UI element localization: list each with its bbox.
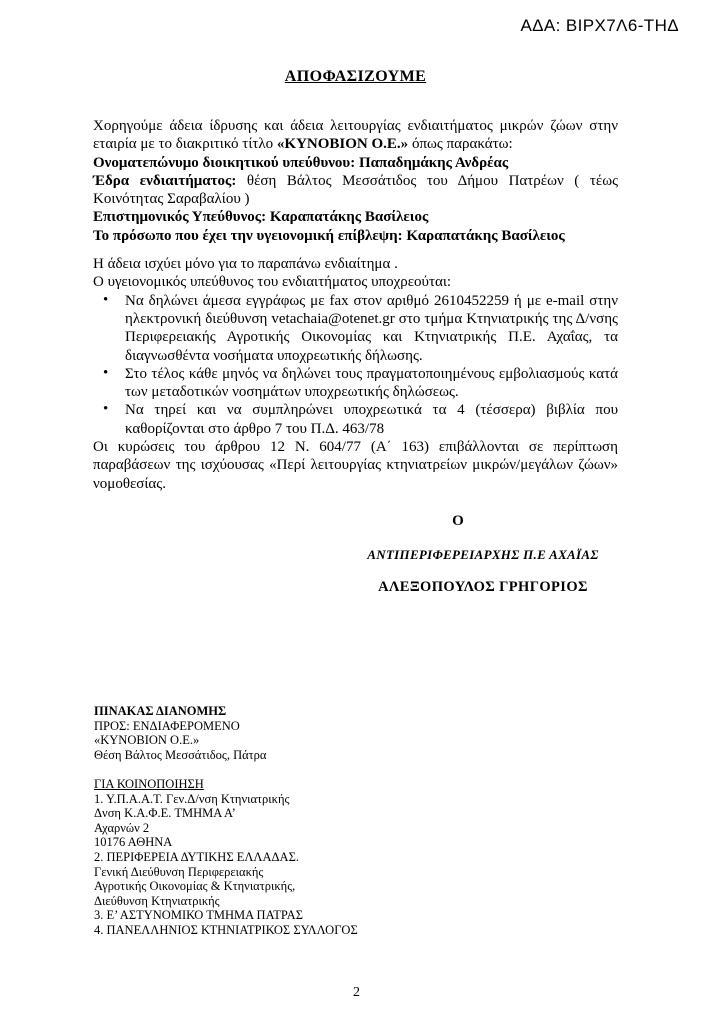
cc-line: Αχαρνών 2: [94, 820, 150, 835]
signatory-name: ΑΛΕΞΟΠΟΥΛΟΣ ΓΡΗΓΟΡΙΟΣ: [378, 579, 588, 595]
field-line-location: Έδρα ενδιαιτήματος: θέση Βάλτος Μεσσάτιδος του Δήμου Πατρέων ( τέως Κοινότητας Σαραβαλίου ): [93, 172, 619, 208]
obligations-intro: Ο υγειονομικός υπεύθυνος του ενδιαιτήματος υποχρεούται:: [93, 274, 452, 291]
decision-heading: ΑΠΟΦΑΣΙΖΟΥΜΕ: [284, 68, 427, 85]
cc-line: 3. Ε’ ΑΣΤΥΝΟΜΙΚΟ ΤΜΗΜΑ ΠΑΤΡΑΣ: [94, 908, 303, 923]
cc-line: Αγροτικής Οικονομίας & Κτηνιατρικής,: [94, 879, 296, 894]
recipient-line: Θέση Βάλτος Μεσσάτιδος, Πάτρα: [94, 747, 267, 762]
cc-line: Δνση Κ.Α.Φ.Ε. ΤΜΗΜΑ Α’: [94, 806, 236, 821]
cc-line: Γενική Διεύθυνση Περιφερειακής: [94, 864, 264, 879]
validity-note: Η άδεια ισχύει μόνο για το παραπάνω ενδιαίτημα .: [93, 256, 398, 273]
obligation-item: [93, 401, 618, 438]
intro-paragraph: [93, 117, 618, 154]
cc-line: 4. ΠΑΝΕΛΛΗΝΙΟΣ ΚΤΗΝΙΑΤΡΙΚΟΣ ΣΥΛΛΟΓΟΣ: [94, 922, 358, 937]
recipient-line: ΠΡΟΣ: ΕΝΔΙΑΦΕΡΟΜΕΝΟ: [94, 718, 240, 733]
field-line-health-supervisor: Το πρόσωπο που έχει την υγειονομική επίβλεψη: Καραπατάκης Βασίλειος: [93, 227, 565, 244]
decision-body: [93, 117, 618, 493]
obligation-item: [93, 365, 618, 402]
bullet-icon: •: [103, 291, 109, 308]
obligation-text: Να δηλώνει άμεσα εγγράφως με fax στον αριθμό 2610452259 ή με e-mail στην ηλεκτρονική διεύθυνση vetachaia@otenet.gr στο τμήμα Κτηνιατρικής της Δ/νσης Περιφερειακής Αγροτικής Οικονομίας και Κτηνιατρικής Π.Ε. Αχαΐας, τα διαγνωσθέντα νοσήματα υποχρεωτικής δήλωσης.: [125, 292, 618, 364]
company-name: «ΚΥΝΟΒΙΟΝ Ο.Ε.»: [276, 136, 409, 153]
distribution-list: [94, 704, 394, 938]
intro-text-before: Χορηγούμε άδεια ίδρυσης και άδεια λειτουργίας ενδιαιτήματος μικρών ζώων στην εταιρία με το διακριτικό τίτλο: [93, 118, 618, 153]
cc-line: 2. ΠΕΡΙΦΕΡΕΙΑ ΔΥΤΙΚΗΣ ΕΛΛΑΔΑΣ.: [94, 849, 299, 864]
cc-line: 10176 ΑΘΗΝΑ: [94, 835, 173, 850]
distribution-title: ΠΙΝΑΚΑΣ ΔΙΑΝΟΜΗΣ: [94, 704, 227, 718]
sanctions-paragraph: Οι κυρώσεις του άρθρου 12 Ν. 604/77 (Α΄ 163) επιβάλλονται σε περίπτωση παραβάσεων της ισχύουσας «Περί λειτουργίας κτηνιατρείων μικρών/μεγάλων ζώων» νομοθεσίας.: [93, 439, 618, 492]
page-number: 2: [353, 985, 360, 1000]
obligations-list: [93, 292, 618, 438]
obligation-text: Να τηρεί και να συμπληρώνει υποχρεωτικά τα 4 (τέσσερα) βιβλία που καθορίζονται στο άρθρο 7 του Π.Δ. 463/78: [125, 402, 618, 437]
field-line-admin-name: Ονοματεπώνυμο διοικητικού υπεύθυνου: Παπαδημάκης Ανδρέας: [93, 154, 509, 171]
signatory-article: Ο: [452, 513, 464, 529]
ada-code: ΑΔΑ: ΒΙΡΧ7Λ6-ΤΗΔ: [520, 16, 679, 35]
field-line-scientific-lead: Επιστημονικός Υπεύθυνος: Καραπατάκης Βασίλειος: [93, 209, 429, 226]
recipient-line: «ΚΥΝΟΒΙΟΝ Ο.Ε.»: [94, 733, 200, 748]
intro-text-after: όπως παρακάτω:: [408, 136, 513, 153]
obligation-item: [93, 292, 618, 365]
bullet-icon: •: [103, 401, 109, 418]
signature-block: [355, 512, 611, 596]
cc-heading: ΓΙΑ ΚΟΙΝΟΠΟΙΗΣΗ: [94, 776, 204, 791]
signatory-role: ΑΝΤΙΠΕΡΙΦΕΡΕΙΑΡΧΗΣ Π.Ε ΑΧΑΪΑΣ: [367, 547, 599, 562]
obligation-text: Στο τέλος κάθε μηνός να δηλώνει τους πραγματοποιημένους εμβολιασμούς κατά των μεταδοτικών νοσημάτων υποχρεωτικής δηλώσεως.: [125, 365, 618, 401]
bullet-icon: •: [103, 364, 109, 381]
cc-line: Διεύθυνση Κτηνιατρικής: [94, 893, 220, 908]
cc-line: 1. Υ.Π.Α.Α.Τ. Γεν.Δ/νση Κτηνιατρικής: [94, 791, 290, 806]
